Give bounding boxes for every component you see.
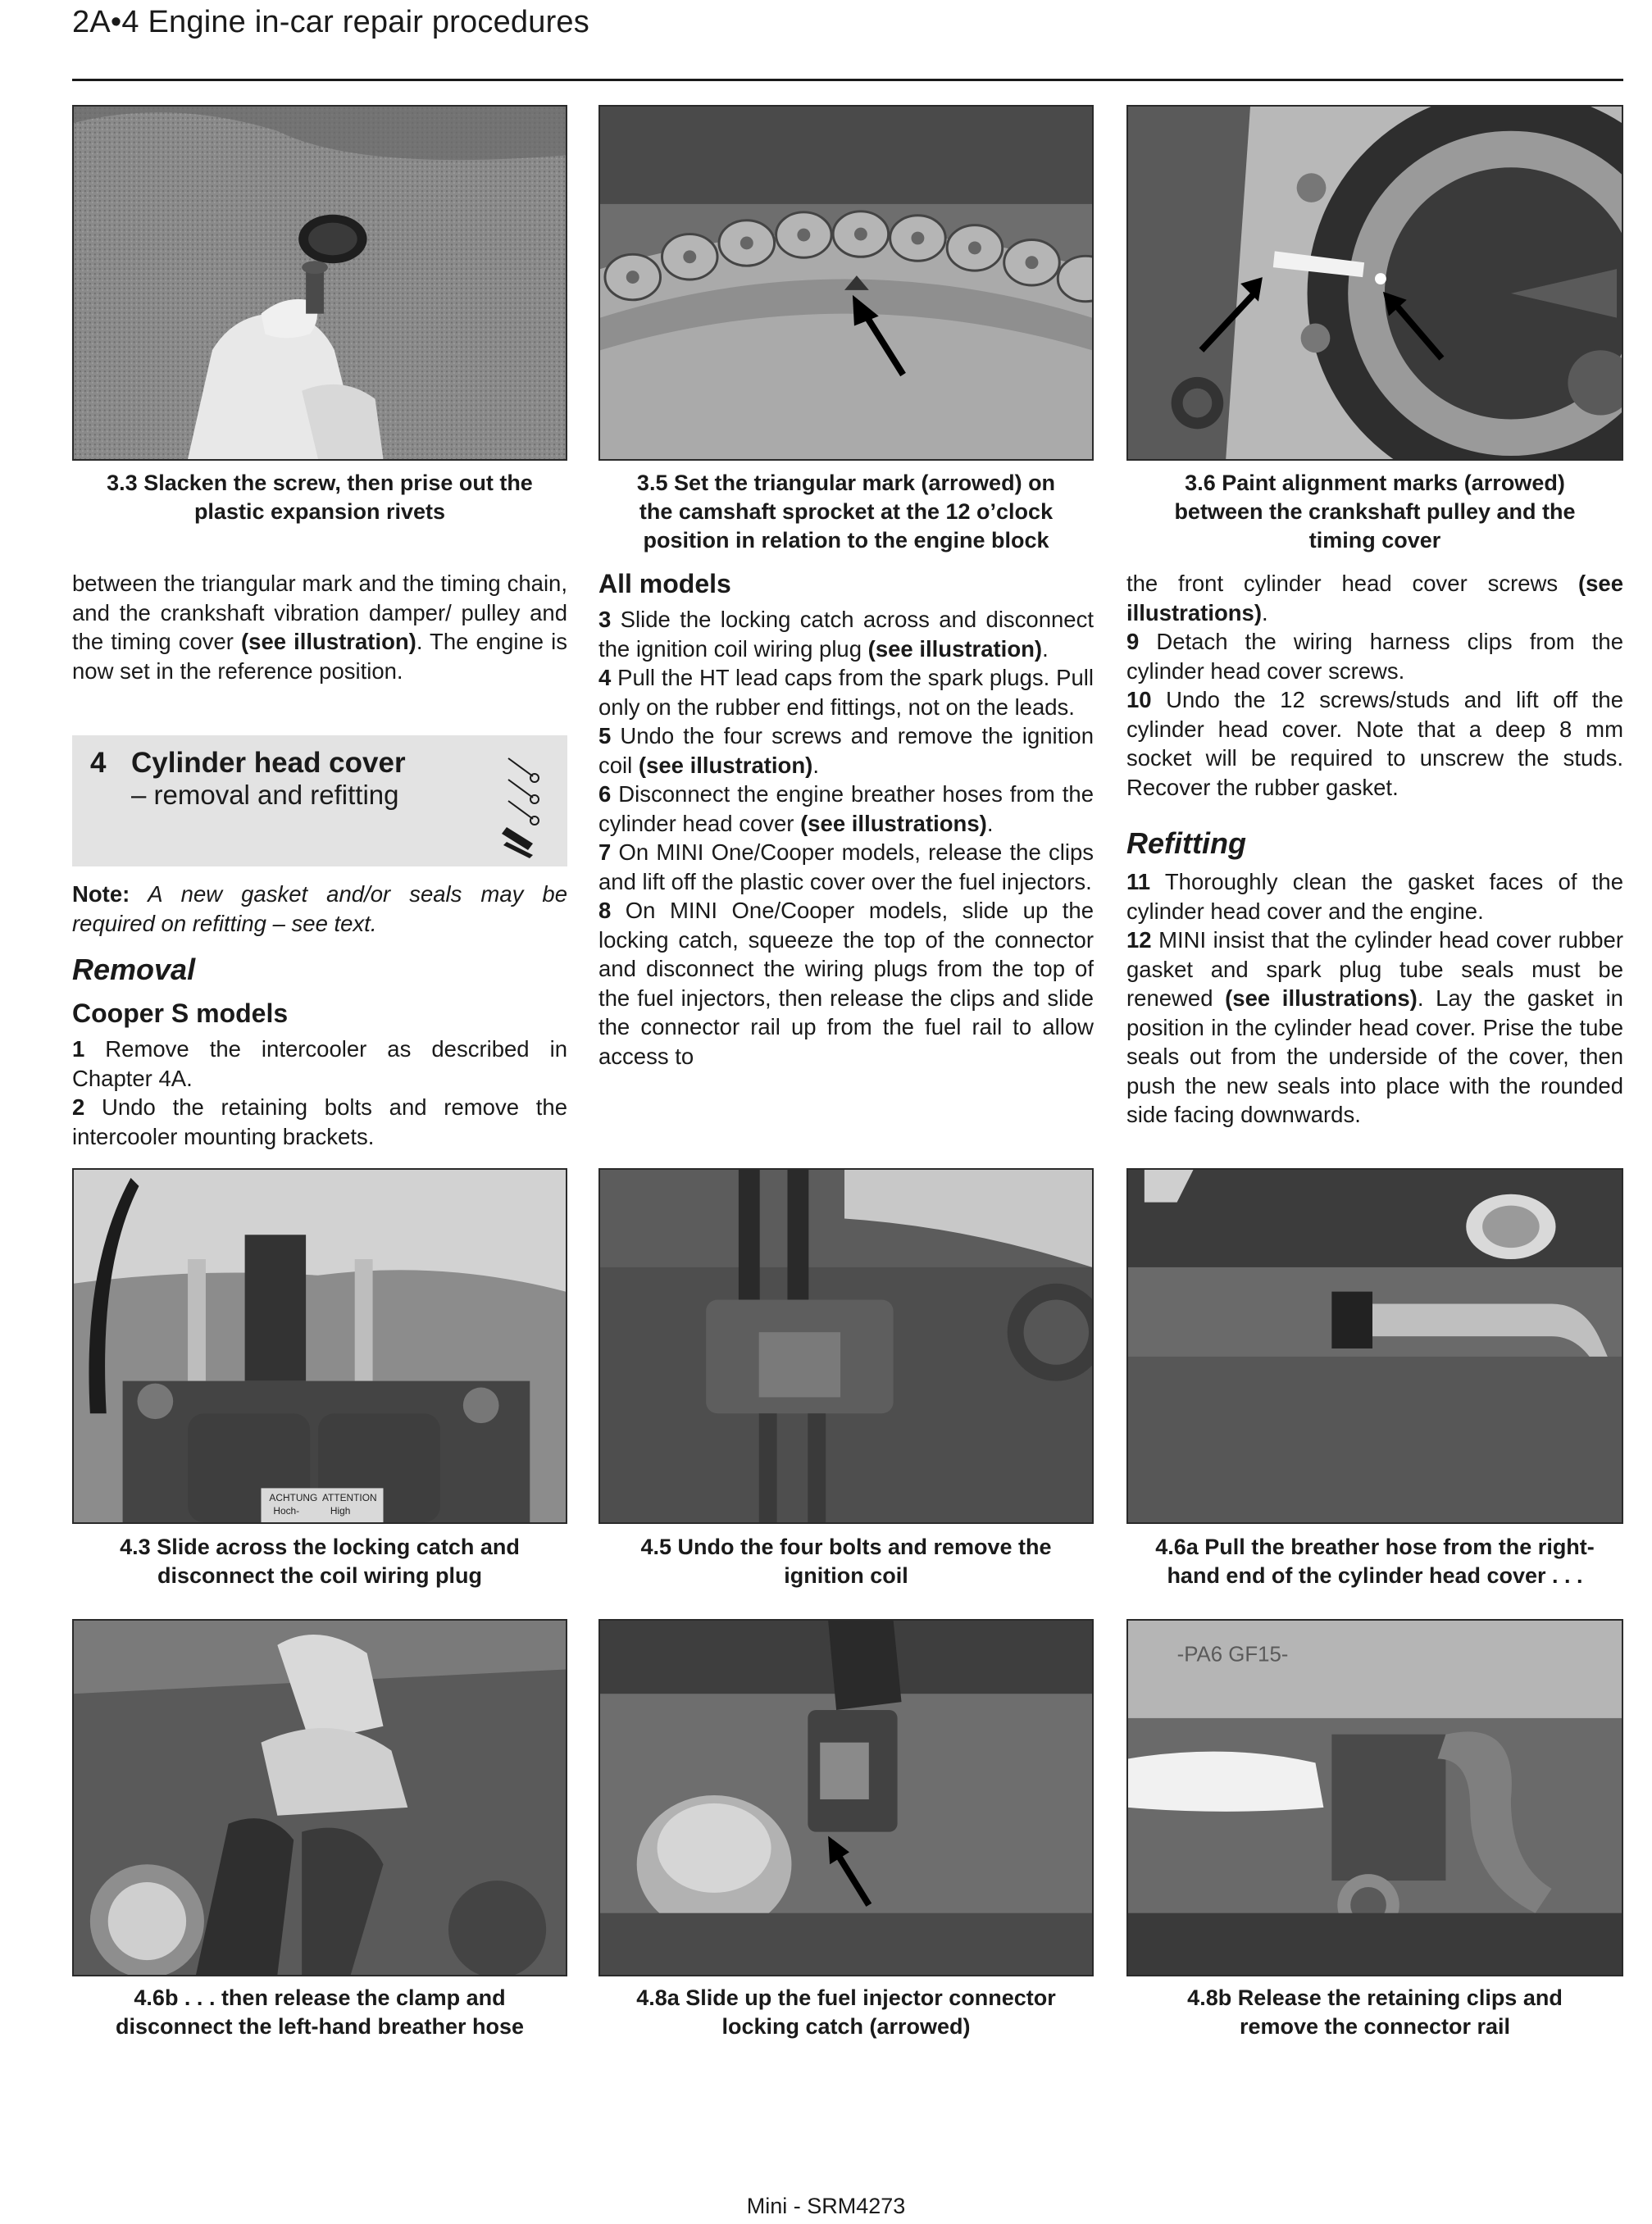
caption-4-6b: 4.6b . . . then release the clamp and disconnect the left-hand breather hose xyxy=(115,1985,525,2039)
photo-3-5 xyxy=(598,105,1094,461)
heading-removal: Removal xyxy=(72,953,196,986)
heading-all-models: All models xyxy=(598,569,731,598)
step-10: 10 Undo the 12 screws/studs and lift off the cylinder head cover. Note that a deep 8 mm socket will be required to unscrew the studs. Recover the rubber gasket. xyxy=(1126,687,1623,800)
paragraph-reference-position: between the triangular mark and the timing chain, and the crankshaft vibration damper/ pulley and the timing cover (see illustration). The engine is now set in the reference position. xyxy=(72,571,567,684)
step-12: 12 MINI insist that the cylinder head cover rubber gasket and spark plug tube seals must be renewed (see illustrations). Lay the gasket in position in the cylinder head cover. Prise the tube seals out from the underside of the cover, then push the new seals into place with the rounded side facing downwards. xyxy=(1126,927,1623,1127)
caption-3-6: 3.6 Paint alignment marks (arrowed) between the crankshaft pulley and the timing cover xyxy=(1174,471,1576,553)
page-header: 2A•4 Engine in-car repair procedures xyxy=(72,5,589,39)
step-8: 8 On MINI One/Cooper models, slide up the locking catch, squeeze the top of the connector and disconnect the wiring plugs from the top of the fuel injectors, then release the clips and slide the connector rail up from the fuel rail to allow access to xyxy=(598,898,1094,1069)
section-number: 4 xyxy=(90,747,107,779)
page-footer: Mini - SRM4273 xyxy=(746,2194,906,2218)
photo-3-3 xyxy=(72,105,567,461)
section-subtitle: – removal and refitting xyxy=(131,780,399,810)
difficulty-spanner-icon xyxy=(502,752,543,858)
step-11: 11 Thoroughly clean the gasket faces of the cylinder head cover and the engine. xyxy=(1126,869,1623,924)
step-3: 3 Slide the locking catch across and disconnect the ignition coil wiring plug (see illustration). xyxy=(598,607,1094,662)
photo-3-6 xyxy=(1126,105,1623,461)
step-6: 6 Disconnect the engine breather hoses from the cylinder head cover (see illustrations). xyxy=(598,781,1094,836)
coil-label-hoch: Hoch- xyxy=(273,1505,300,1517)
step-1: 1 Remove the intercooler as described in Chapter 4A. xyxy=(72,1036,567,1091)
caption-4-5: 4.5 Undo the four bolts and remove the ignition coil xyxy=(640,1535,1052,1588)
step-7: 7 On MINI One/Cooper models, release the clips and lift off the plastic cover over the fuel injectors. xyxy=(598,839,1094,894)
step-4: 4 Pull the HT lead caps from the spark plugs. Pull only on the rubber end fittings, not on the leads. xyxy=(598,665,1094,720)
section-box-cylinder-head-cover xyxy=(72,735,567,866)
text-column-1-top xyxy=(72,569,567,685)
paragraph-continued: the front cylinder head cover screws (see illustrations). xyxy=(1126,571,1623,625)
header-rule xyxy=(72,79,1623,81)
photo-4-6a xyxy=(1126,1168,1623,1524)
step-9: 9 Detach the wiring harness clips from the cylinder head cover screws. xyxy=(1126,629,1623,684)
photo-4-8b xyxy=(1126,1619,1623,1976)
photo-4-5 xyxy=(598,1168,1094,1524)
part-marking-pa6: -PA6 GF15- xyxy=(1176,1643,1289,1667)
caption-4-8a: 4.8a Slide up the fuel injector connector locking catch (arrowed) xyxy=(636,1985,1056,2039)
caption-4-3: 4.3 Slide across the locking catch and disconnect the coil wiring plug xyxy=(120,1535,520,1588)
heading-cooper-s-models: Cooper S models xyxy=(72,998,289,1028)
coil-label-achtung: ACHTUNG xyxy=(269,1492,318,1504)
coil-label-attention: ATTENTION xyxy=(321,1492,377,1504)
caption-3-3: 3.3 Slacken the screw, then prise out the plastic expansion rivets xyxy=(107,471,533,524)
section-title: Cylinder head cover xyxy=(131,747,406,779)
caption-3-5: 3.5 Set the triangular mark (arrowed) on the camshaft sprocket at the 12 o’clock position in relation to the engine block xyxy=(636,471,1056,553)
step-2: 2 Undo the retaining bolts and remove the intercooler mounting brackets. xyxy=(72,1094,567,1149)
coil-label-high: High xyxy=(330,1505,351,1517)
caption-4-8b: 4.8b Release the retaining clips and remove the connector rail xyxy=(1187,1985,1563,2039)
note-gasket: Note: A new gasket and/or seals may be required on refitting – see text. xyxy=(72,881,567,936)
photo-4-8a xyxy=(598,1619,1094,1976)
text-column-2 xyxy=(598,566,1094,1071)
heading-refitting: Refitting xyxy=(1126,826,1246,860)
photo-4-3 xyxy=(72,1168,567,1524)
step-5: 5 Undo the four screws and remove the ignition coil (see illustration). xyxy=(598,723,1094,778)
photo-4-6b xyxy=(72,1619,567,1976)
text-column-3 xyxy=(1126,569,1623,1130)
caption-4-6a: 4.6a Pull the breather hose from the right- hand end of the cylinder head cover . . . xyxy=(1155,1535,1595,1588)
text-column-1-bottom xyxy=(72,943,567,1151)
